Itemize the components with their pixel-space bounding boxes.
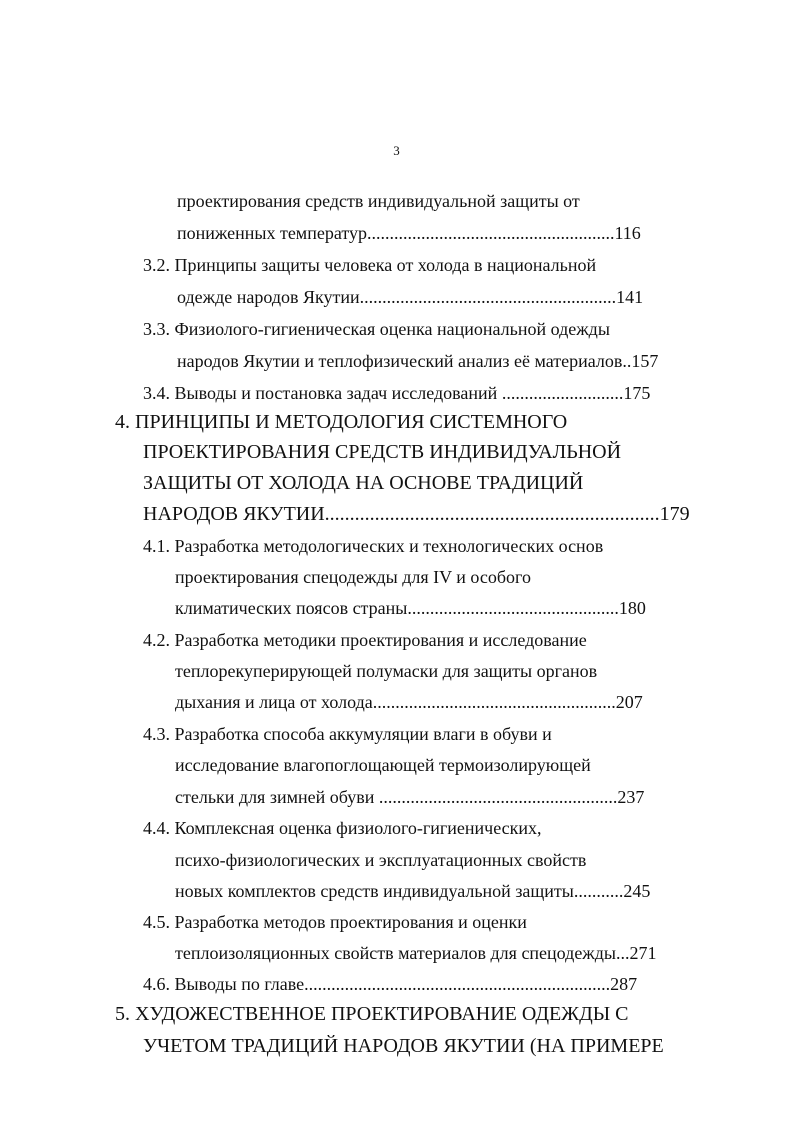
toc-line: 3.4. Выводы и постановка задач исследований ...........................175 [143, 383, 651, 403]
toc-line: теплорекуперирующей полумаски для защиты органов [175, 661, 598, 681]
toc-line: теплоизоляционных свойств материалов для спецодежды...271 [175, 943, 657, 963]
toc-line: 3.2. Принципы защиты человека от холода в национальной [143, 255, 597, 275]
toc-line: одежде народов Якутии.........................................................141 [177, 287, 644, 307]
toc-line: проектирования средств индивидуальной защиты от [177, 191, 580, 211]
toc-line: исследование влагопоглощающей термоизолирующей [175, 755, 591, 775]
toc-line: климатических поясов страны...............................................180 [175, 598, 646, 618]
toc-line: 4.6. Выводы по главе....................................................................287 [143, 974, 638, 994]
toc-line: 4.1. Разработка методологических и технологических основ [143, 536, 604, 556]
toc-line: стельки для зимней обуви .....................................................237 [175, 787, 645, 807]
toc-line: пониженных температур.......................................................116 [177, 223, 641, 243]
toc-line: 4.2. Разработка методики проектирования и исследование [143, 630, 587, 650]
toc-line: 4.4. Комплексная оценка физиолого-гигиенических, [143, 818, 542, 838]
toc-line: новых комплектов средств индивидуальной защиты...........245 [175, 881, 651, 901]
toc-chapter-heading: ПРОЕКТИРОВАНИЯ СРЕДСТВ ИНДИВИДУАЛЬНОЙ [143, 441, 622, 463]
toc-line: 4.3. Разработка способа аккумуляции влаги в обуви и [143, 724, 552, 744]
toc-chapter-heading: УЧЕТОМ ТРАДИЦИЙ НАРОДОВ ЯКУТИИ (НА ПРИМЕРЕ [143, 1035, 664, 1057]
toc-chapter-heading: НАРОДОВ ЯКУТИИ...................................................................179 [143, 503, 690, 525]
toc-line: народов Якутии и теплофизический анализ её материалов..157 [177, 351, 659, 371]
toc-line: 3.3. Физиолого-гигиеническая оценка национальной одежды [143, 319, 610, 339]
toc-line: психо-физиологических и эксплуатационных свойств [175, 850, 587, 870]
toc-line: 4.5. Разработка методов проектирования и оценки [143, 912, 527, 932]
toc-chapter-heading: 5. ХУДОЖЕСТВЕННОЕ ПРОЕКТИРОВАНИЕ ОДЕЖДЫ С [115, 1003, 629, 1025]
page-number: 3 [393, 143, 400, 158]
toc-line: дыхания и лица от холода......................................................207 [175, 692, 643, 712]
toc-chapter-heading: 4. ПРИНЦИПЫ И МЕТОДОЛОГИЯ СИСТЕМНОГО [115, 411, 568, 433]
toc-line: проектирования спецодежды для IV и особого [175, 567, 531, 587]
toc-chapter-heading: ЗАЩИТЫ ОТ ХОЛОДА НА ОСНОВЕ ТРАДИЦИЙ [143, 472, 584, 494]
